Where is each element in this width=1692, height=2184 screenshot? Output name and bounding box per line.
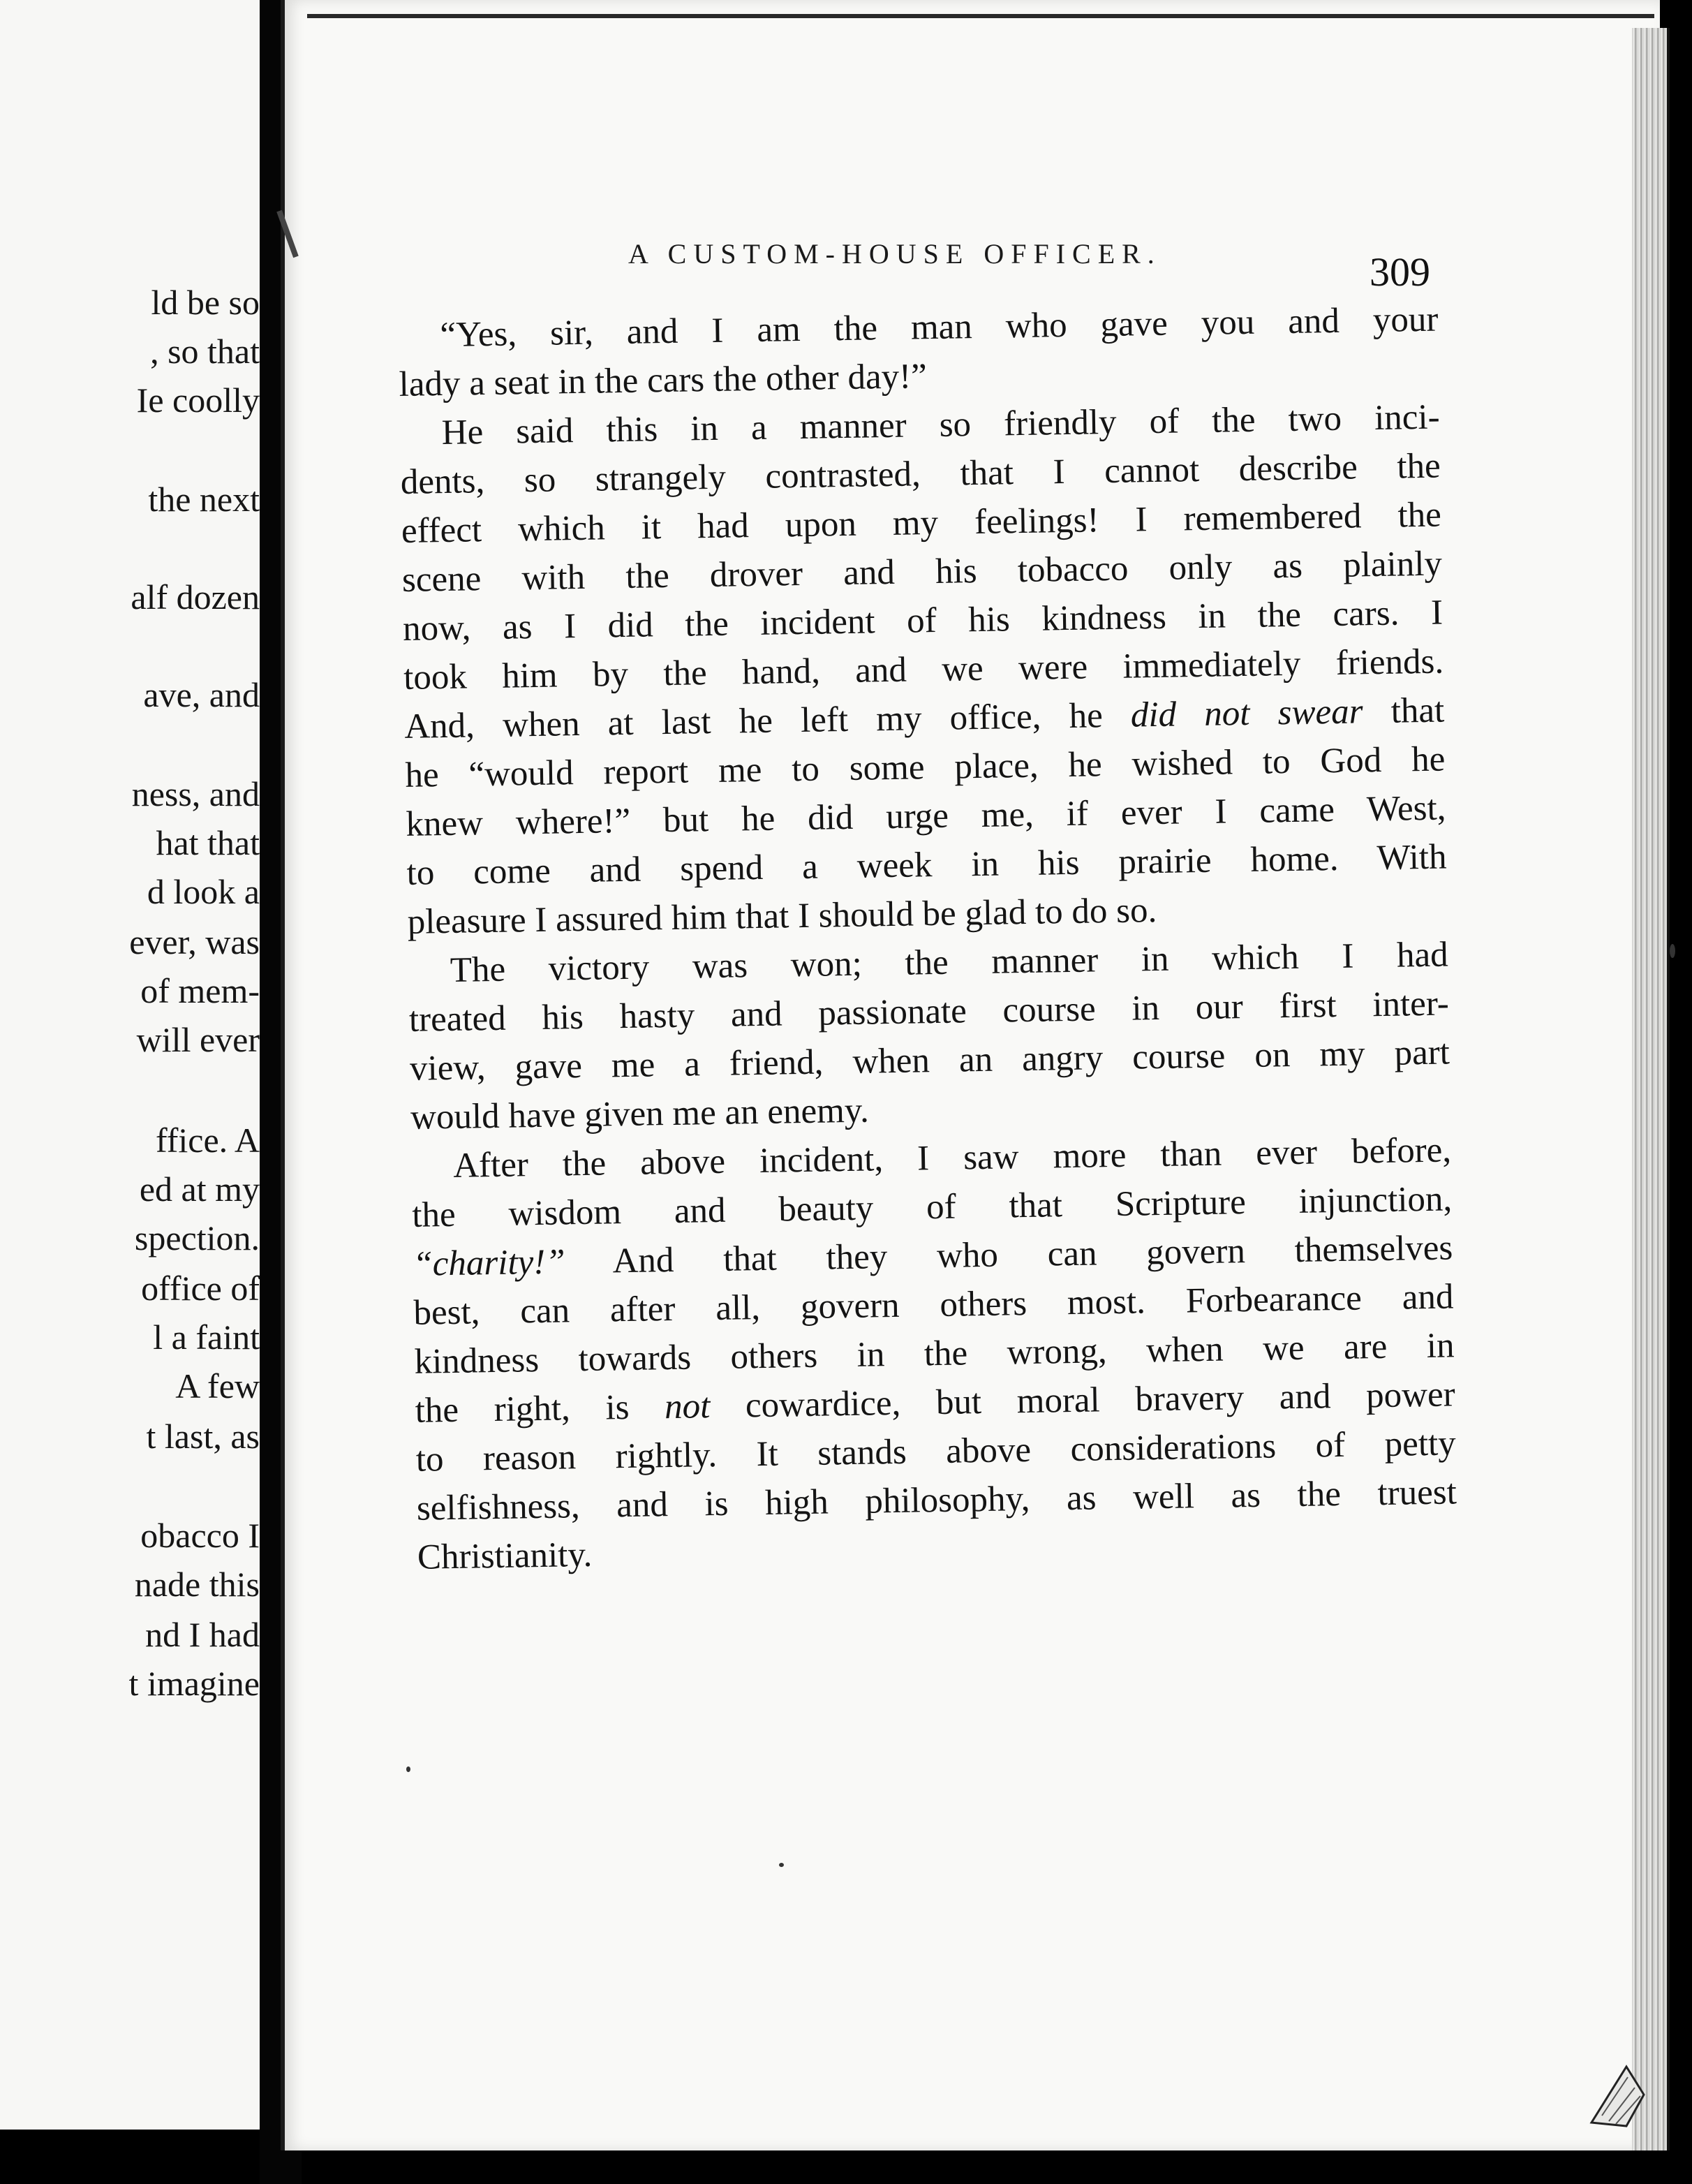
left-page-line: hat that xyxy=(156,823,260,862)
text-line: The victory was won; the manner in which I had xyxy=(450,935,1449,990)
italic-phrase: “charity!” xyxy=(413,1242,566,1284)
page-edges xyxy=(1632,28,1670,2150)
left-page-line: the next xyxy=(148,480,260,519)
text-line: He said this in a manner so friendly of the two inci- xyxy=(441,397,1441,453)
text-segment: And, when at last he left my office, he xyxy=(403,696,1104,746)
left-page-line: ld be so xyxy=(151,283,260,322)
left-page-line: office of xyxy=(141,1269,260,1308)
left-page-line: obacco I xyxy=(140,1516,260,1555)
running-head: A CUSTOM-HOUSE OFFICER. xyxy=(628,238,1162,270)
left-page-line: ness, and xyxy=(131,774,260,813)
left-page-fragment xyxy=(0,0,262,2130)
text-segment: cowardice, but moral bravery and power xyxy=(745,1375,1455,1426)
text-line: “Yes, sir, and I am the man who gave you and your xyxy=(440,300,1439,355)
text-line: would have given me an enemy. xyxy=(410,1091,870,1137)
ink-speck xyxy=(779,1863,784,1867)
text-segment: the right, is xyxy=(415,1387,630,1431)
text-line: scene with the drover and his tobacco only as plainly xyxy=(401,544,1443,600)
left-page-line: , so that xyxy=(150,332,260,371)
text-segment: that xyxy=(1390,691,1445,731)
text-line: to reason rightly. It stands above considerations of petty xyxy=(415,1424,1457,1480)
text-line: knew where!” but he did urge me, if ever I came West, xyxy=(406,788,1446,844)
text-line: lady a seat in the cars the other day!” xyxy=(399,357,928,404)
left-page-line: will ever xyxy=(136,1020,260,1059)
text-line: the wisdom and beauty of that Scripture injunction, xyxy=(411,1179,1453,1235)
left-page-line: A few xyxy=(175,1366,260,1405)
left-page-line: l a faint xyxy=(153,1318,260,1357)
left-page-line: nade this xyxy=(134,1565,260,1604)
page-number: 309 xyxy=(1370,249,1430,295)
text-line: view, gave me a friend, when an angry course on my part xyxy=(409,1033,1450,1089)
text-line: he “would report me to some place, he wished to God he xyxy=(405,739,1446,795)
left-page-line: Ie coolly xyxy=(136,381,260,420)
text-line: selfishness, and is high philosophy, as well as the truest xyxy=(416,1473,1457,1528)
left-page-line: ed at my xyxy=(139,1170,260,1209)
left-page-line: spection. xyxy=(134,1218,260,1257)
text-segment: And that they who can govern themselves xyxy=(612,1228,1453,1281)
left-page-line: t last, as xyxy=(146,1417,260,1456)
text-line: effect which it had upon my feelings! I remembered the xyxy=(401,495,1442,551)
text-line: now, as I did the incident of his kindness in the cars. I xyxy=(402,593,1444,649)
left-page-line: of mem- xyxy=(140,971,260,1010)
text-line: kindness towards others in the wrong, when we are in xyxy=(414,1326,1455,1382)
left-page-line: nd I had xyxy=(145,1615,260,1654)
left-page-line: ffice. A xyxy=(155,1121,260,1160)
text-line: Christianity. xyxy=(417,1535,593,1577)
left-page-line: t imagine xyxy=(128,1664,260,1703)
text-line: treated his hasty and passionate course in our first inter- xyxy=(408,984,1450,1040)
text-line: to come and spend a week in his prairie home. With xyxy=(406,837,1447,893)
italic-phrase: did not swear xyxy=(1130,692,1363,735)
ink-speck xyxy=(406,1766,410,1772)
text-line: pleasure I assured him that I should be glad to do so. xyxy=(407,891,1157,942)
text-line: After the above incident, I saw more than ever before, xyxy=(452,1130,1452,1186)
left-page-line: ever, was xyxy=(129,922,260,961)
left-page-line: d look a xyxy=(147,872,260,911)
ink-speck xyxy=(1670,944,1675,958)
text-line: dents, so strangely contrasted, that I cannot describe the xyxy=(400,446,1441,502)
body-text xyxy=(398,295,1457,1582)
italic-phrase: not xyxy=(664,1387,711,1427)
page-corner-curl xyxy=(1585,2053,1647,2130)
text-line: best, can after all, govern others most. Forbearance and xyxy=(413,1277,1454,1333)
left-page-line: ave, and xyxy=(143,675,260,714)
page-top-edge xyxy=(307,14,1654,18)
left-page-line: alf dozen xyxy=(131,577,260,617)
text-line: took him by the hand, and we were immediately friends. xyxy=(403,642,1444,698)
